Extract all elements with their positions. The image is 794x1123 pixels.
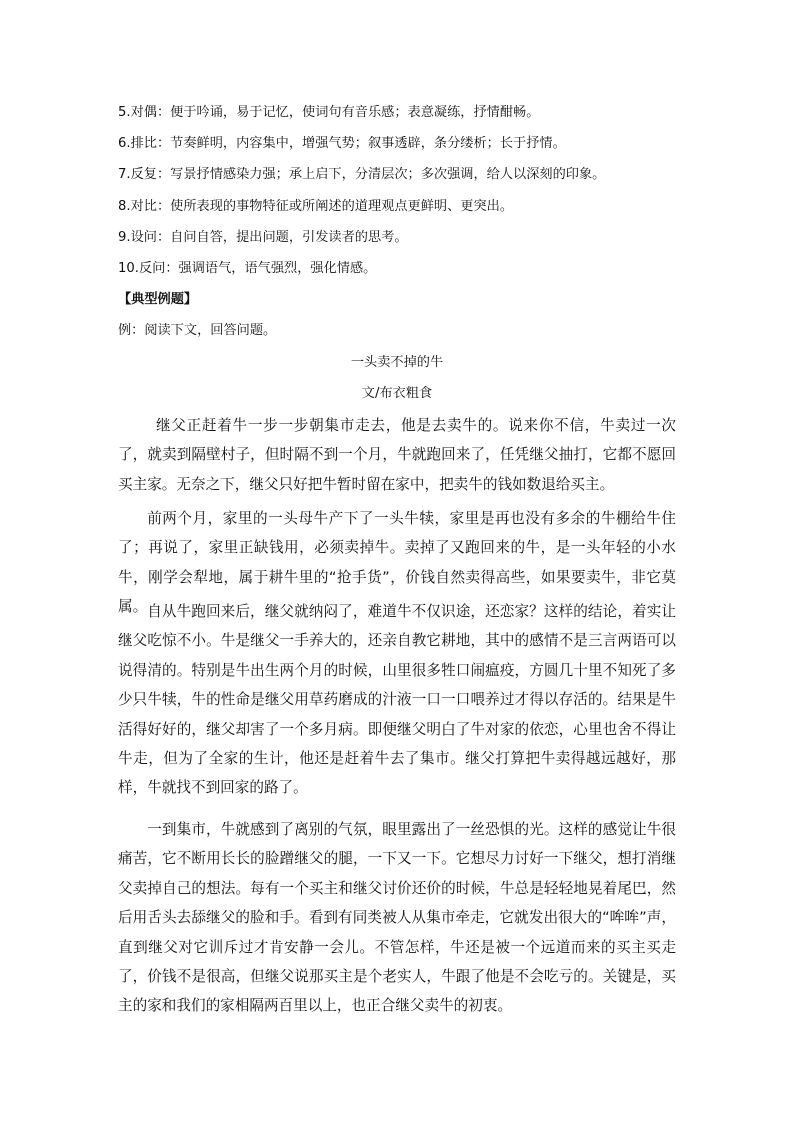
article-author: 文/布衣粗食 (361, 386, 433, 401)
figure-item-fanwen: 10.反问：强调语气，语气强烈，强化情感。 (118, 261, 377, 276)
article-paragraph: 自从牛跑回来后，继父就纳闷了，难道牛不仅识途，还恋家？这样的结论，着实让继父吃惊不小。牛是继父一手养大的，还亲自教它耕地，其中的感情不是三言两语可以说得清的。特别是牛出生两个月的时候，山里很多牲口闹瘟疫，方圆几十里不知死了多少只牛犊，牛的性命是继父用草药磨成的汁液一口一口喂养过才得以存活的。结果是牛活得好好的，继父却害了一个多月病。即便继父明白了牛对家的依恋，心里也舍不得让牛走，但为了全家的生计，他还是赶着牛去了集市。继父打算把牛卖得越远越好，那样，牛就找不到回家的路了。 (118, 603, 676, 797)
figure-item-shewen: 9.设问：自问自答，提出问题，引发读者的思考。 (118, 230, 408, 245)
figure-item-fanfu: 7.反复：写景抒情感染力强；承上启下，分清层次；多次强调，给人以深刻的印象。 (118, 167, 606, 182)
article-paragraph: 前两个月，家里的一头母牛产下了一头牛犊，家里是再也没有多余的牛棚给牛住了；再说了，家里正缺钱用，必须卖掉牛。卖掉了又跑回来的牛，是一头年轻的小水牛，刚学会犁地，属于耕牛里的“抢手货”，价钱自然卖得高些，如果要卖牛，非它莫属。 (118, 510, 676, 616)
figure-item-duiou: 5.对偶：便于吟诵，易于记忆，使词句有音乐感；表意凝练，抒情酣畅。 (118, 105, 540, 120)
figure-item-duibi: 8.对比：使所表现的事物特征或所阐述的道理观点更鲜明、更突出。 (118, 199, 514, 214)
figure-item-paibi: 6.排比：节奏鲜明，内容集中，增强气势；叙事透辟，条分缕析；长于抒情。 (118, 136, 566, 151)
article-paragraph: 一到集市，牛就感到了离别的气氛，眼里露出了一丝恐惧的光。这样的感觉让牛很痛苦，它不断用长长的脸蹭继父的腿，一下又一下。它想尽力讨好一下继父，想打消继父卖掉自己的想法。每有一个买主和继父讨价还价的时候，牛总是轻轻地晃着尾巴，然后用舌头去舔继父的脸和手。看到有同类被人从集市牵走，它就发出很大的“哞哞”声，直到继父对它训斥过才肯安静一会儿。不管怎样，牛还是被一个远道而来的买主买走了，价钱不是很高，但继父说那买主是个老实人，牛跟了他是不会吃亏的。关键是，买主的家和我们的家相隔两百里以上，也正合继父卖牛的初衷。 (118, 821, 676, 1015)
article-title: 一头卖不掉的牛 (350, 355, 444, 370)
article-paragraph: 继父正赶着牛一步一步朝集市走去，他是去卖牛的。说来你不信，牛卖过一次了，就卖到隔壁村子，但时隔不到一个月，牛就跑回来了，任凭继父抽打，它都不愿回买主家。无奈之下，继父只好把牛暂时留在家中，把卖牛的钱如数退给买主。 (118, 417, 676, 493)
section-heading: 【典型例题】 (118, 292, 198, 307)
example-prompt: 例：阅读下文，回答问题。 (118, 323, 277, 338)
